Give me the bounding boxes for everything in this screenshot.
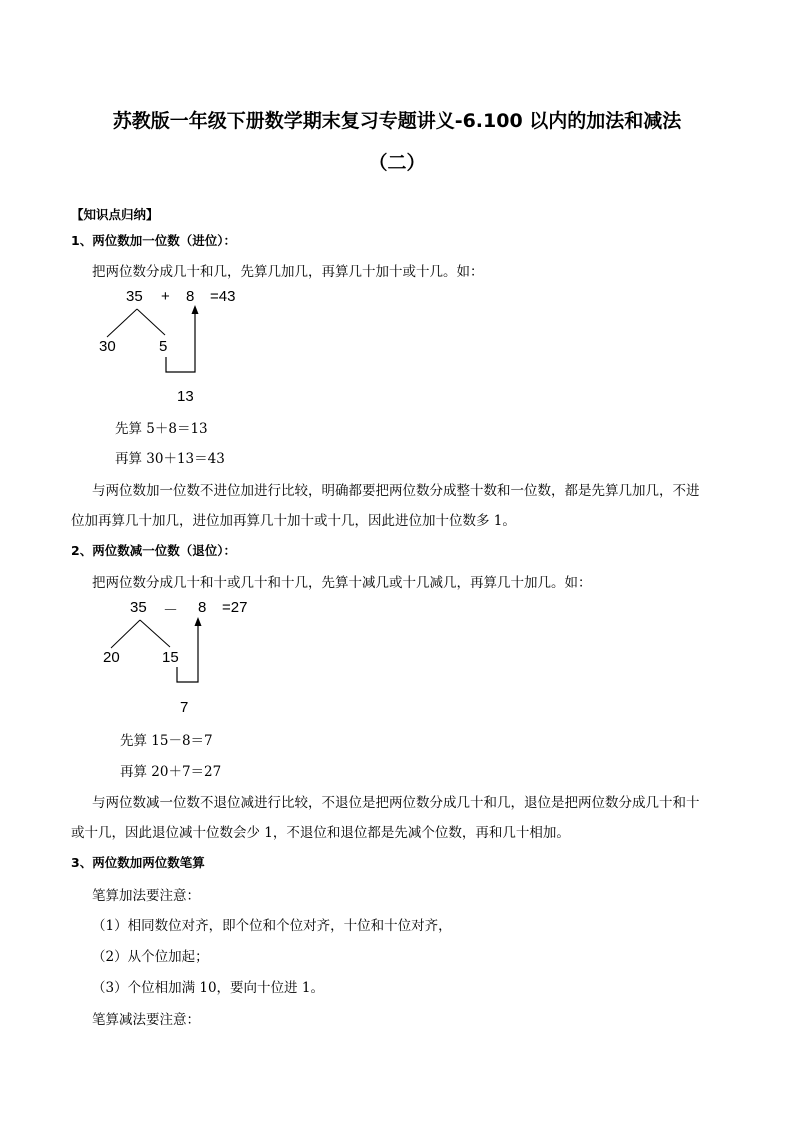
section2-split-line-right	[140, 620, 170, 647]
section3-sub-notes-title: 笔算减法要注意：	[92, 1012, 200, 1028]
section1-split-tens: 30	[99, 338, 116, 355]
section2-intro: 把两位数分成几十和十或几十和十几，先算十减几或十几减几，再算几十加几。如：	[92, 575, 592, 591]
knowledge-summary-header: 【知识点归纳】	[71, 207, 159, 222]
section1-arrowhead	[192, 305, 199, 314]
section1-intermediate: 13	[177, 388, 194, 405]
section1-split-ones: 5	[159, 338, 168, 355]
section2-arrowhead	[195, 617, 202, 626]
section1-step2: 再算 30＋13＝43	[115, 451, 225, 467]
section3-add-note-1: （1）相同数位对齐，即个位和个位对齐，十位和十位对齐，	[92, 918, 452, 934]
section2-operator: －	[163, 602, 179, 619]
section2-step2: 再算 20＋7＝27	[120, 764, 222, 780]
section1-right-number: 8	[186, 288, 195, 305]
section1-summary-line2: 位加再算几十加几，进位加再算几十加十或十几，因此进位加十位数多 1。	[71, 513, 516, 529]
section1-connector	[166, 312, 195, 372]
section2-summary-line1: 与两位数减一位数不退位减进行比较，不退位是把两位数分成几十和几，退位是把两位数分成几十和十	[92, 795, 700, 811]
section3-add-note-2: （2）从个位加起；	[92, 949, 209, 965]
section2-connector	[177, 624, 198, 682]
section1-summary-line1: 与两位数加一位数不进位加进行比较，明确都要把两位数分成整十数和一位数，都是先算几加几，不进	[92, 483, 700, 499]
section2-split-ones: 15	[162, 649, 179, 666]
section2-step1: 先算 15－8＝7	[120, 733, 213, 749]
section1-split-line-left	[107, 309, 137, 337]
section3-add-note-3: （3）个位相加满 10，要向十位进 1。	[92, 980, 324, 996]
section1-split-line-right	[137, 309, 165, 335]
section2-heading: 2、两位数减一位数（退位）：	[71, 543, 236, 558]
section2-intermediate: 7	[180, 699, 189, 716]
section1-left-number: 35	[126, 288, 143, 305]
section2-split-tens: 20	[103, 649, 120, 666]
section1-operator: +	[161, 288, 170, 305]
section1-result: =43	[210, 288, 236, 305]
section2-summary-line2: 或十几，因此退位减十位数会少 1，不退位和退位都是先减个位数，再和几十相加。	[71, 825, 570, 841]
page-title: 苏教版一年级下册数学期末复习专题讲义-6.100 以内的加法和减法	[112, 110, 682, 132]
section2-split-line-left	[111, 620, 140, 648]
section3-add-notes-title: 笔算加法要注意：	[92, 888, 200, 904]
section1-intro: 把两位数分成几十和几，先算几加几，再算几十加十或十几。如：	[92, 264, 484, 280]
section2-left-number: 35	[130, 599, 147, 616]
section2-right-number: 8	[198, 599, 207, 616]
section1-heading: 1、两位数加一位数（进位）：	[71, 233, 236, 248]
section1-step1: 先算 5＋8＝13	[115, 421, 208, 437]
section2-result: =27	[222, 599, 248, 616]
section3-heading: 3、两位数加两位数笔算	[71, 855, 205, 870]
page-subtitle: （二）	[368, 152, 426, 174]
